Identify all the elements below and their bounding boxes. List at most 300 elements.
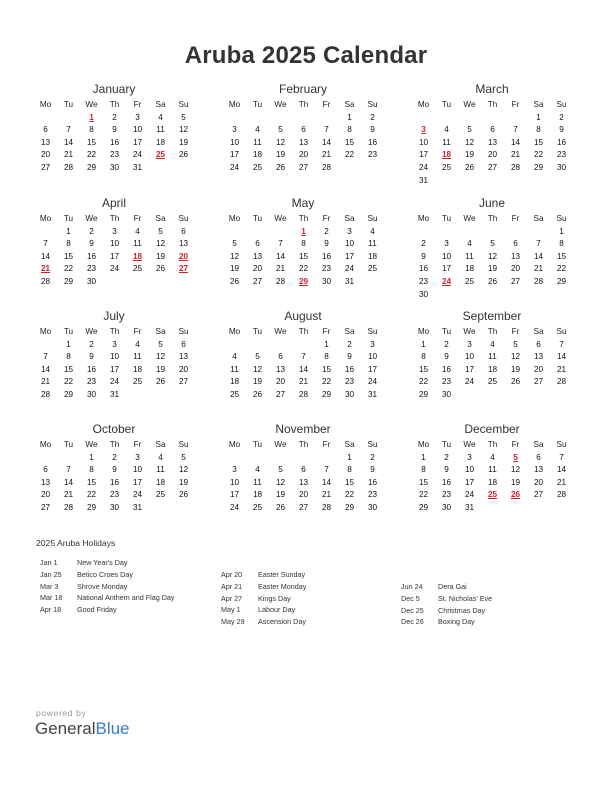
day-cell: 15	[344, 137, 355, 147]
day-cell: 6	[490, 125, 495, 135]
day-cell: 4	[490, 452, 495, 462]
day-cell: 1	[536, 112, 541, 122]
day-cell: 29	[344, 502, 355, 512]
day-cell: 26	[229, 276, 240, 286]
day-cell: 4	[370, 226, 375, 236]
holiday-day: 26	[510, 490, 521, 500]
day-cell: 11	[133, 352, 142, 362]
day-cell: 24	[132, 490, 143, 500]
month-name: June	[478, 196, 506, 210]
month-may	[223, 196, 383, 289]
weekday-header: We	[85, 214, 98, 223]
day-cell: 29	[86, 502, 97, 512]
month-name: September	[462, 309, 522, 323]
weekday-header: Th	[109, 214, 120, 223]
weekday-header: Tu	[252, 327, 263, 336]
brand-logo	[35, 719, 130, 739]
weekday-header: Tu	[63, 327, 74, 336]
day-cell: 8	[536, 125, 541, 135]
day-cell: 13	[275, 364, 286, 374]
holiday-date: Dec 26	[401, 617, 424, 627]
day-cell: 1	[324, 339, 329, 349]
weekday-header: Su	[367, 214, 378, 223]
day-cell: 3	[347, 226, 352, 236]
day-cell: 2	[370, 452, 375, 462]
day-cell: 11	[156, 125, 165, 135]
holiday-name: New Year's Day	[77, 558, 128, 567]
day-cell: 29	[418, 389, 429, 399]
day-cell: 28	[510, 162, 521, 172]
day-cell: 6	[536, 452, 541, 462]
day-cell: 31	[418, 175, 429, 185]
month-name: August	[284, 309, 322, 323]
day-cell: 2	[89, 339, 94, 349]
day-cell: 18	[367, 251, 378, 261]
day-cell: 30	[321, 276, 332, 286]
month-name: July	[103, 309, 125, 323]
day-cell: 11	[368, 239, 377, 249]
day-cell: 10	[441, 251, 452, 261]
weekday-header: Mo	[228, 327, 241, 336]
weekday-header: Su	[556, 100, 567, 109]
day-cell: 29	[556, 276, 567, 286]
day-cell: 4	[158, 112, 163, 122]
day-cell: 7	[324, 465, 329, 475]
weekday-header: Su	[367, 440, 378, 449]
month-days-grid	[412, 213, 572, 301]
empty-cell	[269, 452, 292, 465]
day-cell: 25	[367, 264, 378, 274]
day-cell: 17	[229, 490, 240, 500]
month-name: November	[275, 422, 331, 436]
day-cell: 10	[229, 137, 240, 147]
day-cell: 16	[367, 137, 378, 147]
empty-cell	[223, 339, 246, 352]
holiday-name: Easter Monday	[258, 581, 307, 591]
weekday-header: We	[274, 214, 287, 223]
empty-cell	[223, 226, 246, 239]
day-cell: 18	[487, 364, 498, 374]
empty-cell	[292, 112, 315, 125]
day-cell: 4	[158, 452, 163, 462]
day-cell: 22	[63, 377, 74, 387]
holiday-column	[40, 557, 175, 616]
day-cell: 5	[158, 226, 163, 236]
day-cell: 8	[301, 239, 306, 249]
holiday-day: 3	[421, 125, 426, 135]
day-cell: 26	[275, 502, 286, 512]
day-cell: 24	[109, 377, 120, 387]
empty-cell	[412, 112, 435, 125]
day-cell: 6	[301, 465, 306, 475]
day-cell: 2	[324, 226, 329, 236]
day-cell: 9	[370, 465, 375, 475]
weekday-header: We	[85, 100, 98, 109]
day-cell: 25	[252, 162, 263, 172]
day-cell: 23	[367, 490, 378, 500]
month-january	[34, 82, 194, 175]
day-cell: 17	[344, 251, 355, 261]
day-cell: 19	[464, 150, 475, 160]
day-cell: 31	[367, 389, 378, 399]
day-cell: 3	[135, 112, 140, 122]
day-cell: 28	[63, 502, 74, 512]
empty-cell	[269, 339, 292, 352]
day-cell: 13	[487, 137, 498, 147]
day-cell: 21	[275, 264, 286, 274]
weekday-header: We	[274, 440, 287, 449]
day-cell: 23	[441, 377, 452, 387]
holiday-name: Kings Day	[258, 593, 291, 603]
day-cell: 2	[112, 452, 117, 462]
weekday-header: Tu	[252, 440, 263, 449]
day-cell: 29	[63, 389, 74, 399]
day-cell: 19	[487, 264, 498, 274]
month-october	[34, 422, 194, 515]
holiday-item	[401, 581, 492, 593]
day-cell: 12	[510, 352, 521, 362]
day-cell: 11	[442, 137, 451, 147]
weekday-header: Tu	[63, 214, 74, 223]
day-cell: 26	[178, 150, 189, 160]
day-cell: 30	[109, 162, 120, 172]
weekday-header: Th	[487, 440, 498, 449]
weekday-header: Su	[556, 214, 567, 223]
weekday-header: Fr	[133, 100, 142, 109]
day-cell: 25	[464, 276, 475, 286]
day-cell: 4	[232, 352, 237, 362]
weekday-header: Su	[556, 327, 567, 336]
holiday-date: Apr 21	[221, 581, 243, 591]
day-cell: 10	[109, 352, 120, 362]
day-cell: 9	[347, 352, 352, 362]
day-cell: 31	[464, 502, 475, 512]
day-cell: 10	[464, 352, 475, 362]
day-cell: 24	[418, 162, 429, 172]
day-cell: 7	[324, 125, 329, 135]
day-cell: 1	[421, 452, 426, 462]
weekday-header: Fr	[511, 214, 520, 223]
day-cell: 19	[275, 150, 286, 160]
weekday-header: We	[85, 440, 98, 449]
day-cell: 7	[66, 125, 71, 135]
day-cell: 28	[556, 377, 567, 387]
weekday-header: Su	[178, 327, 189, 336]
day-cell: 23	[86, 264, 97, 274]
day-cell: 1	[347, 452, 352, 462]
day-cell: 18	[252, 150, 263, 160]
day-cell: 2	[559, 112, 564, 122]
day-cell: 23	[86, 377, 97, 387]
day-cell: 30	[441, 389, 452, 399]
day-cell: 6	[513, 239, 518, 249]
day-cell: 25	[229, 389, 240, 399]
day-cell: 7	[559, 452, 564, 462]
day-cell: 25	[441, 162, 452, 172]
weekday-header: Fr	[133, 327, 142, 336]
empty-cell	[246, 339, 269, 352]
day-cell: 14	[40, 364, 51, 374]
day-cell: 22	[321, 377, 332, 387]
day-cell: 25	[252, 502, 263, 512]
day-cell: 5	[158, 339, 163, 349]
day-cell: 3	[232, 125, 237, 135]
month-days-grid	[412, 99, 572, 187]
day-cell: 26	[155, 377, 166, 387]
day-cell: 8	[89, 125, 94, 135]
day-cell: 22	[344, 490, 355, 500]
day-cell: 8	[324, 352, 329, 362]
day-cell: 12	[510, 465, 521, 475]
weekday-header: Mo	[417, 214, 430, 223]
day-cell: 28	[40, 389, 51, 399]
weekday-header: Th	[298, 440, 309, 449]
day-cell: 18	[155, 137, 166, 147]
powered-by-text: powered by	[36, 708, 87, 718]
day-cell: 11	[488, 352, 497, 362]
day-cell: 22	[344, 150, 355, 160]
day-cell: 31	[132, 162, 143, 172]
empty-cell	[481, 112, 504, 125]
holiday-item	[221, 581, 306, 593]
day-cell: 20	[275, 377, 286, 387]
day-cell: 30	[441, 502, 452, 512]
day-cell: 4	[255, 465, 260, 475]
holiday-day: 29	[298, 276, 309, 286]
empty-cell	[315, 112, 338, 125]
day-cell: 31	[344, 276, 355, 286]
day-cell: 14	[533, 251, 544, 261]
weekday-header: Mo	[228, 214, 241, 223]
day-cell: 11	[488, 465, 497, 475]
day-cell: 20	[487, 150, 498, 160]
weekday-header: We	[274, 100, 287, 109]
day-cell: 27	[40, 502, 51, 512]
weekday-header: Th	[487, 100, 498, 109]
day-cell: 27	[298, 162, 309, 172]
day-cell: 14	[275, 251, 286, 261]
day-cell: 9	[444, 465, 449, 475]
day-cell: 2	[444, 339, 449, 349]
day-cell: 2	[347, 339, 352, 349]
day-cell: 3	[370, 339, 375, 349]
day-cell: 1	[89, 452, 94, 462]
day-cell: 8	[421, 352, 426, 362]
day-cell: 9	[112, 125, 117, 135]
day-cell: 10	[344, 239, 355, 249]
weekday-header: Sa	[344, 100, 355, 109]
weekday-header: Mo	[39, 440, 52, 449]
day-cell: 12	[275, 137, 286, 147]
day-cell: 11	[465, 251, 474, 261]
day-cell: 15	[418, 477, 429, 487]
day-cell: 13	[40, 477, 51, 487]
day-cell: 13	[510, 251, 521, 261]
day-cell: 10	[464, 465, 475, 475]
weekday-header: Mo	[417, 100, 430, 109]
day-cell: 5	[278, 465, 283, 475]
holiday-date: Mar 3	[40, 581, 59, 591]
month-days-grid	[34, 326, 194, 402]
weekday-header: Th	[487, 327, 498, 336]
day-cell: 28	[275, 276, 286, 286]
day-cell: 14	[298, 364, 309, 374]
day-cell: 23	[109, 490, 120, 500]
day-cell: 21	[298, 377, 309, 387]
day-cell: 26	[487, 276, 498, 286]
day-cell: 3	[232, 465, 237, 475]
day-cell: 5	[278, 125, 283, 135]
weekday-header: Sa	[155, 100, 166, 109]
day-cell: 7	[536, 239, 541, 249]
day-cell: 9	[324, 239, 329, 249]
weekday-header: Mo	[39, 214, 52, 223]
day-cell: 30	[556, 162, 567, 172]
day-cell: 11	[230, 364, 239, 374]
day-cell: 6	[301, 125, 306, 135]
day-cell: 11	[253, 137, 262, 147]
day-cell: 17	[132, 137, 143, 147]
holiday-name: Dera Gai	[438, 582, 467, 591]
day-cell: 17	[109, 251, 120, 261]
day-cell: 25	[487, 377, 498, 387]
day-cell: 24	[344, 264, 355, 274]
day-cell: 7	[278, 239, 283, 249]
day-cell: 1	[66, 339, 71, 349]
weekday-header: Sa	[155, 327, 166, 336]
day-cell: 9	[444, 352, 449, 362]
holiday-date: Jun 24	[401, 582, 423, 591]
day-cell: 15	[86, 477, 97, 487]
day-cell: 6	[278, 352, 283, 362]
day-cell: 27	[510, 276, 521, 286]
day-cell: 27	[40, 162, 51, 172]
day-cell: 11	[133, 239, 142, 249]
day-cell: 10	[132, 465, 143, 475]
day-cell: 5	[467, 125, 472, 135]
day-cell: 14	[556, 465, 567, 475]
day-cell: 16	[418, 264, 429, 274]
holiday-item	[40, 604, 175, 616]
empty-cell	[223, 112, 246, 125]
weekday-header: Mo	[39, 100, 52, 109]
holiday-day: 25	[155, 150, 166, 160]
day-cell: 23	[367, 150, 378, 160]
month-days-grid	[412, 439, 572, 515]
day-cell: 15	[86, 137, 97, 147]
weekday-header: Su	[367, 327, 378, 336]
day-cell: 23	[109, 150, 120, 160]
day-cell: 14	[63, 477, 74, 487]
day-cell: 14	[321, 477, 332, 487]
day-cell: 28	[63, 162, 74, 172]
day-cell: 17	[464, 477, 475, 487]
day-cell: 19	[178, 137, 189, 147]
holiday-name: Ascension Day	[258, 617, 306, 627]
brand-part1: General	[35, 719, 96, 738]
holiday-name: Labour Day	[258, 605, 296, 615]
day-cell: 25	[132, 377, 143, 387]
day-cell: 8	[347, 465, 352, 475]
day-cell: 3	[467, 452, 472, 462]
month-name: April	[101, 196, 126, 210]
day-cell: 3	[135, 452, 140, 462]
day-cell: 8	[559, 239, 564, 249]
month-days-grid	[34, 439, 194, 515]
day-cell: 20	[40, 490, 51, 500]
day-cell: 29	[418, 502, 429, 512]
month-name: March	[475, 82, 509, 96]
day-cell: 10	[418, 137, 429, 147]
holiday-item	[221, 593, 306, 605]
day-cell: 6	[181, 226, 186, 236]
month-days-grid	[34, 99, 194, 175]
day-cell: 18	[229, 377, 240, 387]
day-cell: 5	[181, 452, 186, 462]
day-cell: 15	[63, 251, 74, 261]
weekday-header: Tu	[441, 214, 452, 223]
day-cell: 14	[321, 137, 332, 147]
day-cell: 27	[298, 502, 309, 512]
month-august	[223, 309, 383, 402]
day-cell: 2	[444, 452, 449, 462]
day-cell: 13	[298, 477, 309, 487]
day-cell: 14	[510, 137, 521, 147]
weekday-header: Sa	[155, 214, 166, 223]
holiday-day: 25	[487, 490, 498, 500]
day-cell: 5	[181, 112, 186, 122]
day-cell: 29	[63, 276, 74, 286]
day-cell: 22	[533, 150, 544, 160]
holiday-name: St. Nicholas' Eve	[438, 593, 493, 603]
day-cell: 21	[63, 490, 74, 500]
day-cell: 6	[536, 339, 541, 349]
day-cell: 19	[155, 364, 166, 374]
holiday-day: 1	[89, 112, 94, 122]
day-cell: 1	[421, 339, 426, 349]
holiday-item	[40, 569, 175, 581]
month-name: February	[278, 82, 328, 96]
day-cell: 7	[43, 239, 48, 249]
weekday-header: Mo	[417, 440, 430, 449]
day-cell: 21	[556, 477, 567, 487]
day-cell: 24	[229, 502, 240, 512]
weekday-header: Mo	[417, 327, 430, 336]
day-cell: 12	[155, 352, 166, 362]
month-days-grid	[412, 326, 572, 402]
empty-cell	[458, 112, 481, 125]
day-cell: 7	[66, 465, 71, 475]
day-cell: 17	[418, 150, 429, 160]
day-cell: 16	[109, 477, 120, 487]
month-days-grid	[223, 99, 383, 175]
month-march	[412, 82, 572, 187]
day-cell: 25	[155, 490, 166, 500]
empty-cell	[435, 226, 458, 239]
holiday-name: Easter Sunday	[258, 570, 306, 579]
day-cell: 13	[178, 239, 189, 249]
day-cell: 18	[487, 477, 498, 487]
day-cell: 5	[255, 352, 260, 362]
weekday-header: Su	[178, 214, 189, 223]
holiday-date: Jan 1	[40, 558, 58, 567]
day-cell: 13	[252, 251, 263, 261]
day-cell: 16	[367, 477, 378, 487]
weekday-header: Su	[178, 440, 189, 449]
empty-cell	[269, 226, 292, 239]
empty-cell	[435, 112, 458, 125]
empty-cell	[504, 112, 527, 125]
